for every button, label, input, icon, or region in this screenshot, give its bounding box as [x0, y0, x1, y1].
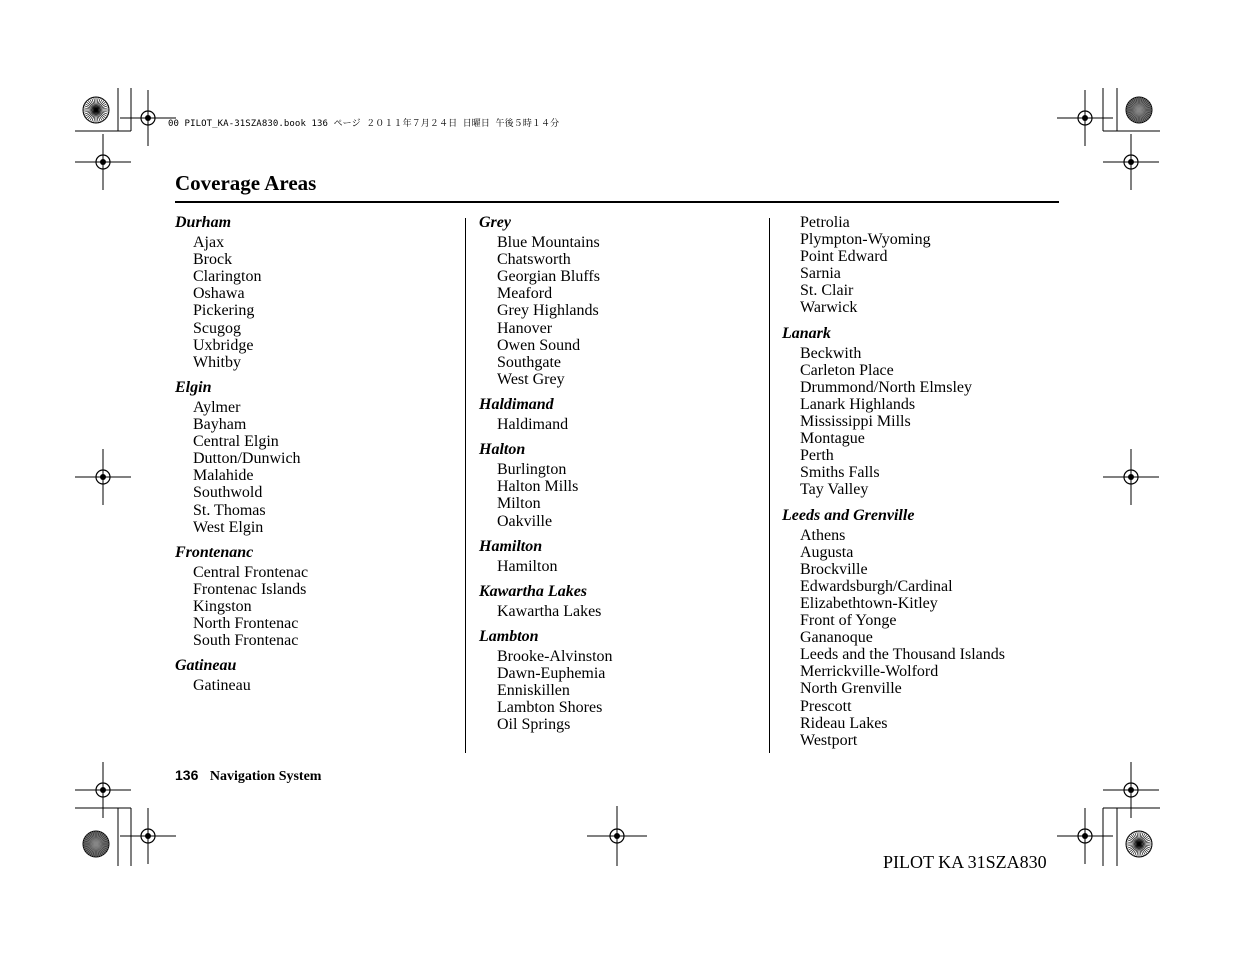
town-item: Brock — [193, 251, 233, 269]
town-item: Prescott — [800, 697, 852, 715]
title-rule — [175, 201, 1059, 203]
column-3 — [782, 214, 1005, 749]
town-item: Central Frontenac — [193, 563, 309, 581]
town-item: Rideau Lakes — [800, 714, 888, 732]
town-item: Southgate — [497, 353, 561, 371]
town-item: Oakville — [497, 512, 553, 530]
region-heading: Haldimand — [479, 395, 554, 413]
town-item: Meaford — [497, 285, 553, 303]
region-heading: Grey — [479, 214, 511, 231]
town-item: Carleton Place — [800, 361, 894, 379]
town-item: Blue Mountains — [497, 234, 600, 252]
town-item: Scugog — [193, 319, 241, 337]
town-item: Enniskillen — [497, 682, 570, 700]
town-item: Milton — [497, 495, 541, 513]
town-item: Whitby — [193, 353, 241, 371]
town-list — [175, 399, 308, 536]
town-item: Athens — [800, 526, 846, 544]
town-item: Gatineau — [193, 677, 251, 695]
town-item: Dutton/Dunwich — [193, 450, 301, 468]
town-item: South Frontenac — [193, 632, 299, 650]
region-heading: Lambton — [479, 627, 539, 645]
town-list — [782, 214, 1005, 317]
town-item: Sarnia — [800, 265, 841, 283]
town-list — [479, 603, 613, 620]
town-list — [479, 234, 613, 388]
town-item: Lanark Highlands — [800, 395, 916, 413]
town-item: Hamilton — [497, 557, 558, 575]
region-heading: Durham — [175, 214, 232, 231]
town-item: Merrickville-Wolford — [800, 663, 939, 681]
town-item: Warwick — [800, 299, 858, 317]
town-item: Bayham — [193, 416, 247, 434]
town-item: Brooke-Alvinston — [497, 648, 613, 666]
town-item: Owen Sound — [497, 336, 581, 354]
town-list — [479, 558, 613, 575]
page-title: Coverage Areas — [175, 171, 317, 195]
region-heading: Gatineau — [175, 657, 237, 675]
region-heading: Kawartha Lakes — [479, 582, 588, 600]
region-heading: Hamilton — [479, 537, 543, 555]
town-item: Augusta — [800, 543, 854, 561]
region-heading: Halton — [479, 441, 526, 459]
town-list — [175, 234, 308, 371]
column-divider — [769, 218, 770, 753]
section-name: Navigation System — [209, 769, 322, 784]
town-item: Beckwith — [800, 344, 862, 362]
town-item: Kawartha Lakes — [497, 602, 602, 620]
town-item: Chatsworth — [497, 251, 571, 269]
town-list — [479, 461, 613, 529]
town-item: Southwold — [193, 484, 263, 502]
town-list — [175, 677, 308, 694]
town-item: Drummond/North Elmsley — [800, 378, 972, 396]
town-item: North Frontenac — [193, 615, 299, 633]
town-item: Halton Mills — [497, 478, 579, 496]
town-item: St. Clair — [800, 282, 854, 300]
town-item: Elizabethtown-Kitley — [800, 594, 938, 612]
town-item: Ajax — [193, 234, 225, 252]
column-1 — [175, 214, 308, 694]
town-list — [479, 648, 613, 733]
region-heading: Elgin — [175, 378, 212, 396]
region-heading: Lanark — [782, 324, 831, 342]
town-item: Point Edward — [800, 248, 888, 266]
town-item: Malahide — [193, 467, 254, 485]
region-heading: Leeds and Grenville — [782, 506, 915, 524]
print-header: 00 PILOT_KA-31SZA830.book 136 ページ ２０１１年７月２４日 日曜日 午後５時１４分 — [168, 119, 560, 129]
town-item: Kingston — [193, 597, 252, 615]
town-item: Burlington — [497, 461, 567, 479]
town-item: Westport — [800, 731, 858, 749]
town-item: Mississippi Mills — [800, 413, 911, 431]
document-code: PILOT KA 31SZA830 — [883, 852, 1047, 872]
town-item: Uxbridge — [193, 336, 254, 354]
town-item: Smiths Falls — [800, 464, 880, 482]
town-item: West Grey — [497, 370, 565, 388]
town-item: North Grenville — [800, 680, 902, 698]
town-item: Edwardsburgh/Cardinal — [800, 577, 953, 595]
town-item: Aylmer — [193, 398, 241, 416]
town-item: Pickering — [193, 302, 255, 320]
town-item: Oil Springs — [497, 716, 571, 734]
town-item: Front of Yonge — [800, 612, 897, 630]
town-item: Haldimand — [497, 416, 569, 434]
town-list — [175, 564, 308, 649]
town-item: Leeds and the Thousand Islands — [800, 646, 1005, 664]
town-item: Perth — [800, 447, 834, 465]
town-item: Dawn-Euphemia — [497, 665, 606, 683]
page-number: 136 — [175, 767, 199, 783]
town-list — [782, 345, 1005, 499]
town-item: Grey Highlands — [497, 302, 599, 320]
town-item: Petrolia — [800, 214, 850, 231]
town-item: Montague — [800, 430, 865, 448]
column-divider — [465, 218, 466, 753]
page-footer — [175, 767, 321, 785]
region-heading: Frontenanc — [175, 543, 254, 561]
town-item: Frontenac Islands — [193, 580, 307, 598]
town-list — [479, 416, 613, 433]
town-item: Tay Valley — [800, 481, 869, 499]
town-item: Lambton Shores — [497, 699, 603, 717]
column-2 — [479, 214, 613, 734]
town-item: St. Thomas — [193, 501, 266, 519]
town-item: Central Elgin — [193, 433, 279, 451]
town-item: Oshawa — [193, 285, 245, 303]
town-item: Georgian Bluffs — [497, 268, 600, 286]
town-list — [782, 527, 1005, 749]
town-item: Clarington — [193, 268, 262, 286]
town-item: Plympton-Wyoming — [800, 231, 931, 249]
town-item: Gananoque — [800, 629, 873, 647]
town-item: Hanover — [497, 319, 553, 337]
town-item: Brockville — [800, 560, 868, 578]
town-item: West Elgin — [193, 518, 264, 536]
